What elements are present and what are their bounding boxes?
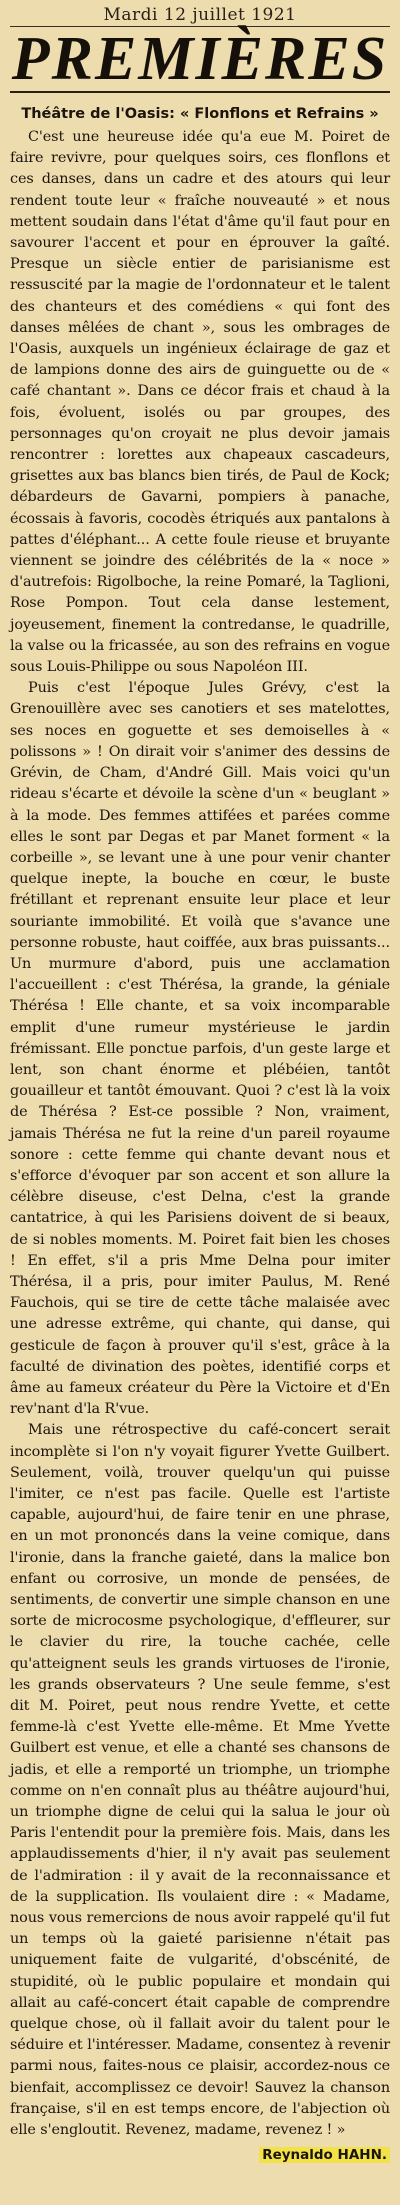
section-title: PREMIÈRES [11,25,389,93]
review-article [10,93,390,2165]
article-paragraph-3: Mais une rétrospective du café-concert serait incomplète si l'on n'y voyait figurer Yvette Guilbert. Seulement, voilà, trouver quelqu'un qui puisse l'imiter, ce n'est pas facile. Quelle est l'artiste capable, aujourd'hui, de faire tenir en une phrase, en un mot prononcés dans la veine comique, dans l'ironie, dans la franche gaieté, dans la malice bon enfant ou corrosive, un monde de pensées, de sentiments, de convertir une simple chanson en une sorte de microcosme psychologique, d'effleurer, sur le clavier du rire, la touche cachée, celle qu'atteignent seuls les grands virtuoses de l'ironie, les grands observateurs ? Une seule femme, s'est dit M. Poiret, peut nous rendre Yvette, et cette femme-là c'est Yvette elle-même. Et Mme Yvette Guilbert est venue, et elle a chanté ses chansons de jadis, et elle a remporté un triomphe, un triomphe comme on n'en connaît plus au théâtre aujourd'hui, un triomphe digne de celui qui la salua le jour où Paris l'entendit pour la première fois. Mais, dans les applaudissements d'hier, il n'y avait pas seulement de l'admiration : il y avait de la reconnaissance et de la supplication. Ils voulaient dire : « Madame, nous vous remercions de nous avoir rappelé qu'il fut un temps où la gaieté parisienne n'était pas uniquement faite de vulgarité, d'obscénité, de stupidité, où le public populaire et mondain qui allait au café-concert était capable de comprendre quelque chose, où il fallait avoir du talent pour le séduire et l'intéresser. Madame, consentez à revenir parmi nous, faites-nous ce plaisir, accordez-nous ce bienfait, accomplissez ce devoir! Sauvez la chanson française, s'il en est temps encore, de l'abjection où elle s'engloutit. Revenez, madame, revenez ! » [10,1422,390,2139]
article-body [10,127,390,2141]
article-paragraph-1: C'est une heureuse idée qu'a eue M. Poiret de faire revivre, pour quelques soirs, ces flonflons et ces danses, dans un cadre et des atours qui leur rendent toute leur « fraîche nouveauté » et nous mettent soudain dans l'état d'âme qu'il faut pour en savourer l'accent et pour en éprouver la gaîté. Presque un siècle entier de parisianisme est ressuscité par la magie de l'ordonnateur et le talent des chanteurs et des comédiens « qui font des danses mêlées de chant », sous les ombrages de l'Oasis, auxquels un ingénieux éclairage de gaz et de lampions donne des airs de guinguette ou de « café chantant ». Dans ce décor frais et chaud à la fois, évoluent, isolés ou par groupes, des personnages qu'on croyait ne plus devoir jamais rencontrer : lorettes aux chapeaux cascadeurs, grisettes aux bas blancs bien tirés, de Paul de Kock; débardeurs de Gavarni, pompiers à panache, écossais à favoris, cocodès étriqués aux pantalons à pattes d'éléphant... A cette foule rieuse et bruyante viennent se joindre des célébrités de la « noce » d'autrefois: Rigolboche, la reine Pomaré, la Taglioni, Rose Pompon. Tout cela danse lestement, joyeusement, finement la contredanse, le quadrille, la valse ou la fricassée, au son des refrains en vogue sous Louis-Philippe ou sous Napoléon III. [10,129,390,676]
article-paragraph-2: Puis c'est l'époque Jules Grévy, c'est la Grenouillère avec ses canotiers et ses matelottes, ses noces en goguette et ses demoiselles à « polissons » ! On dirait voir s'animer des dessins de Grévin, de Cham, d'André Gill. Mais voici qu'un rideau s'écarte et dévoile la scène d'un « beuglant » à la mode. Des femmes attifées et parées comme elles le sont par Degas et par Manet forment « la corbeille », se levant une à une pour venir chanter quelque inepte, la bouche en cœur, le buste frétillant et reprenant ensuite leur place et leur souriante immobilité. Et voilà que s'avance une personne robuste, haut coiffée, aux bras puissants... Un murmure d'abord, puis une acclamation l'accueillent : c'est Thérésa, la grande, la géniale Thérésa ! Elle chante, et sa voix incomparable emplit d'une rumeur mystérieuse le jardin frémissant. Elle ponctue parfois, d'un geste large et lent, son chant énorme et plébéien, tantôt gouailleur et tantôt émouvant. Quoi ? c'est là la voix de Thérésa ? Est-ce possible ? Non, vraiment, jamais Thérésa ne fut la reine d'un pareil royaume sonore : cette femme qui chante devant nous et s'efforce d'évoquer par son accent et son allure la célèbre diseuse, c'est Delna, c'est la grande cantatrice, à qui les Parisiens doivent de si beaux, de si nobles moments. M. Poiret fait bien les choses ! En effet, s'il a pris Mme Delna pour imiter Thérésa, il a pris, pour imiter Paulus, M. René Fauchois, qui se tire de cette tâche malaisée avec une adresse extrême, qui chante, qui danse, qui gesticule de façon à prouver qu'il s'est, grâce à la faculté de divination des poètes, identifié corps et âme au fameux créateur du Père la Victoire et d'En rev'nant d'la R'vue. [10,680,390,1418]
author-signature [10,2145,390,2165]
issue-date: Mardi 12 juillet 1921 [10,0,390,27]
article-rubric: Théâtre de l'Oasis: « Flonflons et Refrains » [21,106,379,122]
author-name: Reynaldo HAHN. [259,2147,390,2163]
